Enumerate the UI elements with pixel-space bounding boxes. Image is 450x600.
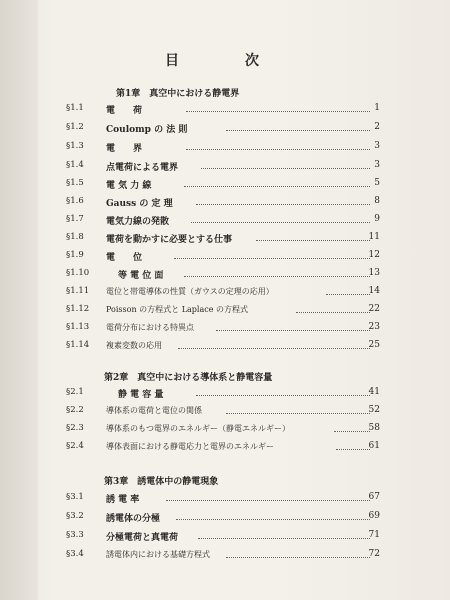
- toc-entry: [66, 178, 380, 192]
- entry-title: 導体系の電荷と電位の関係: [106, 406, 202, 415]
- page-number: 52: [368, 405, 380, 415]
- entry-title: 電荷を動かすに必要とする仕事: [106, 235, 233, 245]
- chapter-heading-3: 第3章 誘電体中の静電現象: [104, 477, 219, 487]
- leader-dots: [176, 519, 370, 520]
- page-number: 58: [368, 423, 380, 433]
- leader-dots: [226, 557, 370, 558]
- toc-entry: [66, 122, 380, 136]
- toc-entry: [66, 492, 380, 506]
- entry-title: Poisson の方程式と Laplace の方程式: [106, 305, 248, 314]
- section-number: §1.13: [66, 322, 90, 332]
- entry-title: 電 荷: [106, 106, 143, 116]
- section-number: §2.4: [66, 441, 84, 451]
- page-gutter: [0, 0, 38, 600]
- toc-entry: [66, 423, 380, 437]
- page-number: 1: [374, 103, 380, 113]
- toc-entry: [66, 549, 380, 563]
- entry-title: 誘電体の分極: [106, 514, 161, 524]
- section-number: §1.4: [66, 160, 84, 170]
- page-number: 25: [368, 340, 380, 350]
- toc-entry: [66, 196, 380, 210]
- section-number: §3.2: [66, 511, 84, 521]
- leader-dots: [256, 240, 370, 241]
- page-number: 5: [374, 178, 380, 188]
- section-number: §1.7: [66, 214, 84, 224]
- page-number: 69: [368, 511, 380, 521]
- page-number: 12: [368, 250, 380, 260]
- page-number: 13: [368, 268, 380, 278]
- section-number: §3.1: [66, 492, 84, 502]
- leader-dots: [216, 330, 370, 331]
- leader-dots: [296, 312, 370, 313]
- entry-title: 誘 電 率: [106, 495, 140, 505]
- toc-entry: [66, 304, 380, 318]
- page-number: 8: [374, 196, 380, 206]
- leader-dots: [184, 186, 370, 187]
- toc-entry: [66, 322, 380, 336]
- section-number: §1.1: [66, 103, 84, 113]
- entry-title: 電 界: [106, 144, 143, 154]
- leader-dots: [196, 204, 370, 205]
- toc-entry: [66, 160, 380, 174]
- section-number: §1.8: [66, 232, 84, 242]
- page-number: 22: [368, 304, 380, 314]
- section-number: §1.14: [66, 340, 90, 350]
- section-number: §1.12: [66, 304, 90, 314]
- section-number: §2.1: [66, 387, 84, 397]
- leader-dots: [226, 130, 370, 131]
- entry-title: 分極電荷と真電荷: [106, 533, 179, 543]
- entry-title: 複素変数の応用: [106, 341, 162, 350]
- leader-dots: [186, 111, 370, 112]
- leader-dots: [191, 222, 370, 223]
- section-number: §1.10: [66, 268, 90, 278]
- page-number: 72: [368, 549, 380, 559]
- page-title: 目 次: [165, 53, 285, 69]
- leader-dots: [174, 258, 370, 259]
- section-number: §1.5: [66, 178, 84, 188]
- page-number: 61: [368, 441, 380, 451]
- entry-title: 電荷分布における特異点: [106, 323, 194, 332]
- entry-title: 等 電 位 面: [118, 271, 164, 281]
- section-number: §2.2: [66, 405, 84, 415]
- toc-entry: [66, 405, 380, 419]
- leader-dots: [198, 538, 370, 539]
- entry-title: 導体系のもつ電界のエネルギー（静電エネルギー）: [106, 424, 290, 433]
- section-number: §2.3: [66, 423, 84, 433]
- toc-entry: [66, 268, 380, 282]
- entry-title: 誘電体内における基礎方程式: [106, 550, 210, 559]
- page-number: 41: [368, 387, 380, 397]
- toc-entry: [66, 340, 380, 354]
- section-number: §1.2: [66, 122, 84, 132]
- entry-title: Coulomp の 法 則: [106, 125, 188, 135]
- section-number: §1.3: [66, 141, 84, 151]
- page-number: 14: [368, 286, 380, 296]
- page-number: 23: [368, 322, 380, 332]
- leader-dots: [226, 413, 370, 414]
- toc-entry: [66, 530, 380, 544]
- entry-title: Gauss の 定 理: [106, 199, 173, 209]
- chapter-heading-2: 第2章 真空中における導体系と静電容量: [104, 373, 273, 383]
- entry-title: 静 電 容 量: [118, 390, 164, 400]
- section-number: §3.4: [66, 549, 84, 559]
- leader-dots: [178, 348, 370, 349]
- page-number: 71: [368, 530, 380, 540]
- toc-entry: [66, 141, 380, 155]
- leader-dots: [184, 276, 370, 277]
- entry-title: 点電荷による電界: [106, 163, 179, 173]
- toc-entry: [66, 441, 380, 455]
- section-number: §1.6: [66, 196, 84, 206]
- entry-title: 導体表面における静電応力と電界のエネルギー: [106, 442, 274, 451]
- leader-dots: [186, 149, 370, 150]
- leader-dots: [196, 395, 370, 396]
- toc-entry: [66, 286, 380, 300]
- page-number: 9: [374, 214, 380, 224]
- entry-title: 電気力線の発散: [106, 217, 170, 227]
- page-number: 2: [374, 122, 380, 132]
- page-number: 3: [374, 141, 380, 151]
- toc-entry: [66, 387, 380, 401]
- chapter-heading-1: 第1章 真空中における静電界: [116, 89, 240, 99]
- section-number: §3.3: [66, 530, 84, 540]
- toc-entry: [66, 232, 380, 246]
- entry-title: 電 気 力 線: [106, 181, 152, 191]
- entry-title: 電 位: [106, 253, 143, 263]
- toc-entry: [66, 214, 380, 228]
- toc-entry: [66, 250, 380, 264]
- page-number: 11: [368, 232, 380, 242]
- toc-entry: [66, 103, 380, 117]
- section-number: §1.9: [66, 250, 84, 260]
- leader-dots: [166, 500, 370, 501]
- toc-entry: [66, 511, 380, 525]
- leader-dots: [201, 168, 370, 169]
- section-number: §1.11: [66, 286, 90, 296]
- entry-title: 電位と帯電導体の性質（ガウスの定理の応用）: [106, 287, 274, 296]
- page-number: 67: [368, 492, 380, 502]
- page-number: 3: [374, 160, 380, 170]
